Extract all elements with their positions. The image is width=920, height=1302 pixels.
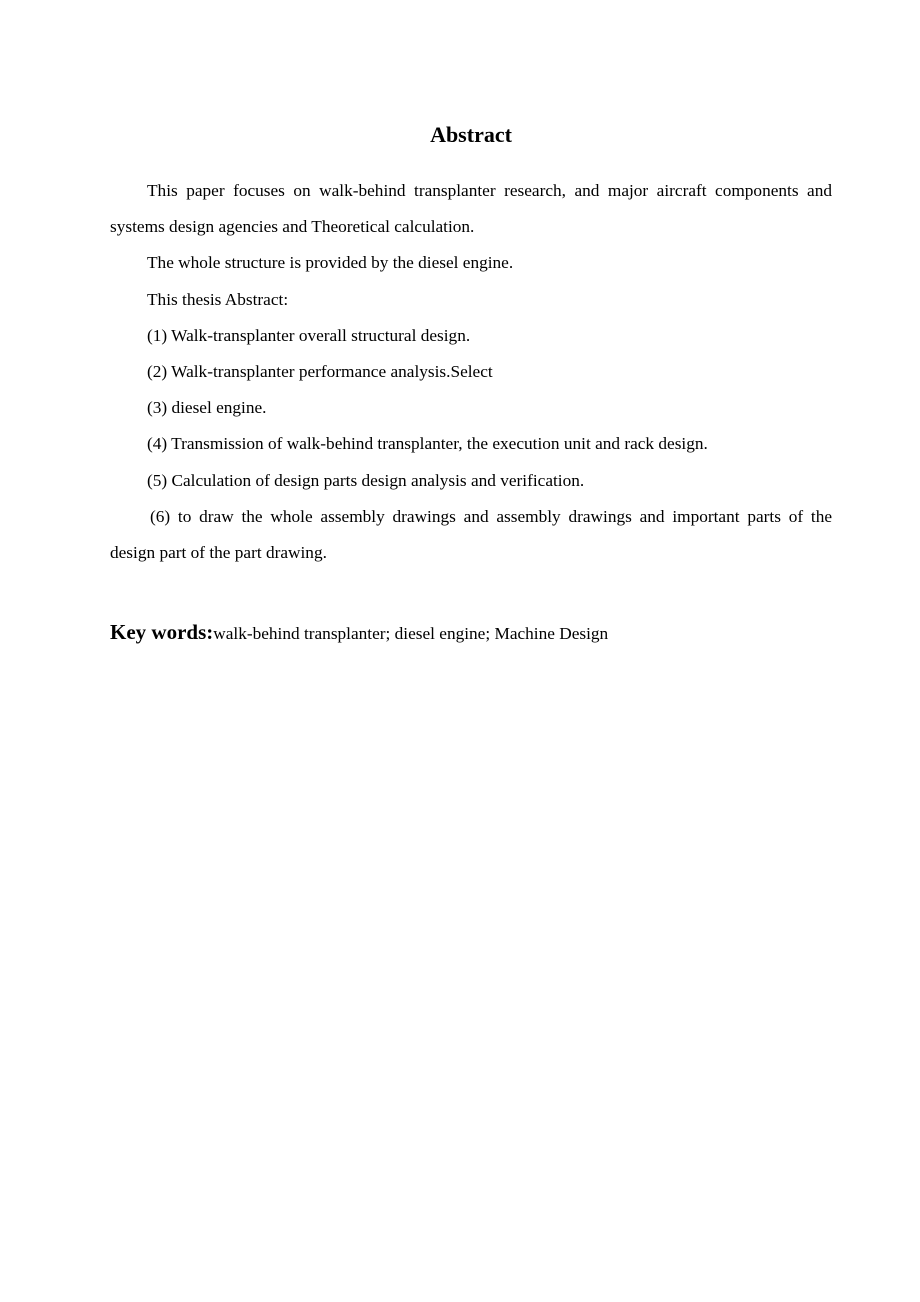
list-item-6: (6) to draw the whole assembly drawings and assembly drawings and important parts of the design part of the part drawing. [110, 506, 832, 563]
list-item-3: (3) diesel engine. [147, 398, 267, 418]
list-item-2: (2) Walk-transplanter performance analysis.Select [147, 362, 493, 382]
list-item-1: (1) Walk-transplanter overall structural design. [147, 325, 471, 345]
list-item-5: (5) Calculation of design parts design analysis and verification. [147, 470, 585, 490]
abstract-title: Abstract [430, 122, 512, 147]
keywords-line [110, 617, 832, 649]
paragraph-structure: The whole structure is provided by the diesel engine. [147, 253, 514, 273]
keywords-text: walk-behind transplanter; diesel engine; Machine Design [213, 624, 609, 643]
abstract-body [110, 173, 832, 571]
paragraph-thesis-abstract: This thesis Abstract: [147, 289, 289, 309]
paragraph-intro: This paper focuses on walk-behind transplanter research, and major aircraft components and systems design agencies and Theoretical calculation. [110, 181, 832, 237]
keywords-label: Key words: [110, 620, 214, 644]
list-item-4: (4) Transmission of walk-behind transplanter, the execution unit and rack design. [147, 434, 708, 454]
